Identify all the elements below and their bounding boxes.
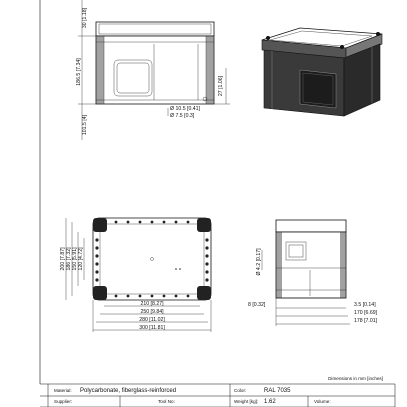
dim-side-8: 8 [0.32] [248, 302, 266, 308]
material-value: Polycarbonate, fiberglass-reinforced [80, 388, 177, 394]
units-note: Dimensions in mm [inches] [328, 376, 383, 381]
weight-value: 1.62 [264, 399, 276, 405]
side-view [276, 220, 346, 298]
top-view [93, 218, 211, 300]
volume-label: Volume: [314, 399, 331, 404]
dim-width-300: 300 [11.81] [139, 325, 165, 331]
dim-hole-outer: Ø 10.5 [0.41] [170, 106, 200, 112]
dim-height-200: 200 [7.87] [60, 247, 66, 271]
tool-label: Tool No: [158, 399, 175, 404]
isometric-view [262, 28, 382, 116]
dim-height-120: 120 [4.72] [78, 247, 84, 271]
dim-side-3-5: 3.5 [0.14] [354, 302, 376, 308]
dim-front-height: 186.5 [7.34] [76, 58, 82, 86]
color-value: RAL 7035 [264, 388, 291, 394]
dim-width-250: 250 [9.84] [140, 309, 164, 315]
dim-height-150: 150 [5.91] [72, 247, 78, 271]
dim-side-170: 170 [6.69] [354, 310, 378, 316]
color-label: Color: [234, 388, 247, 393]
dim-side-178: 178 [7.01] [354, 318, 378, 324]
dim-front-side-height: 101.5 [4] [82, 114, 88, 136]
dim-width-280: 280 [11.02] [139, 317, 165, 323]
dim-front-window: 27 [1.06] [218, 75, 224, 97]
dim-width-210: 210 [8.27] [140, 301, 164, 307]
dim-front-top-lid: 30 [1.18] [82, 7, 88, 29]
material-label: Material: [54, 388, 72, 393]
dim-height-186: 186 [7.32] [66, 247, 72, 271]
front-view [96, 22, 214, 104]
weight-label: Weight [kg]: [234, 399, 259, 404]
dim-hole-inner: Ø 7.5 [0.3] [170, 113, 195, 119]
dim-side-hole: Ø 4.2 [0.17] [256, 248, 262, 276]
supplier-label: Supplier: [54, 399, 73, 404]
